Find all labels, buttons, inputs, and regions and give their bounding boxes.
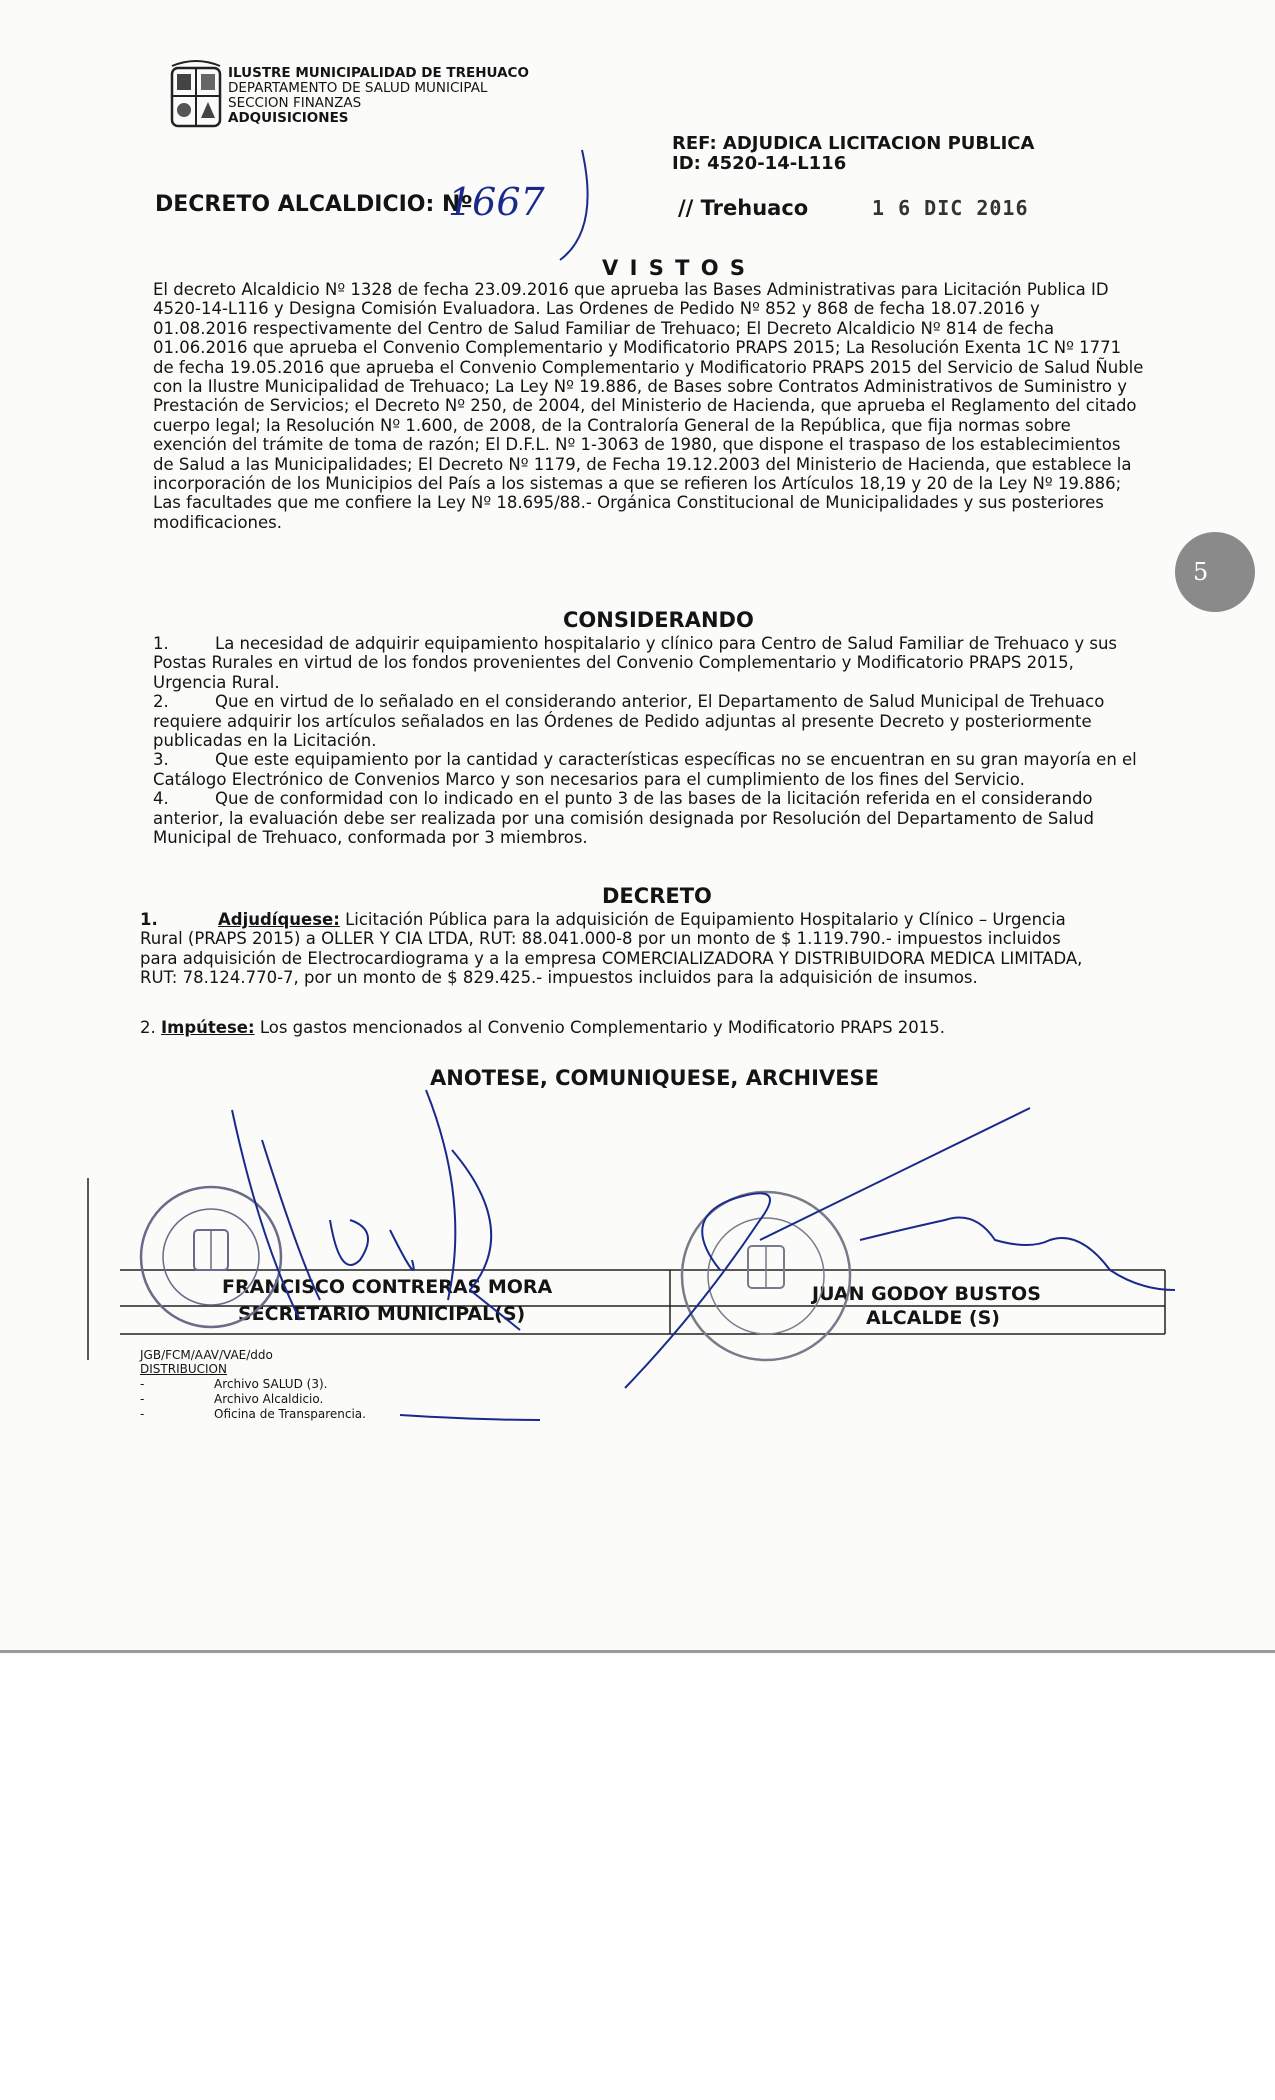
vistos-line: Las facultades que me confiere la Ley Nº 18.695/88.- Orgánica Constitucional de Municipalidades y sus posteriores	[153, 493, 1104, 513]
page-number-badge: 5	[1175, 532, 1255, 612]
decree-number-label: DECRETO ALCALDICIO: Nº	[155, 192, 473, 217]
date-stamp: 1 6 DIC 2016	[872, 196, 1029, 220]
distribution-item: - Archivo SALUD (3).	[140, 1377, 328, 1391]
distribution-label: DISTRIBUCION	[140, 1362, 227, 1376]
considerando-title: CONSIDERANDO	[563, 608, 754, 632]
vistos-line: de Salud a las Municipalidades; El Decreto Nº 1179, de Fecha 19.12.2003 del Ministerio de Hacienda, que establece la	[153, 454, 1132, 474]
institution-name: ILUSTRE MUNICIPALIDAD DE TREHUACO	[228, 65, 529, 81]
vistos-line: El decreto Alcaldicio Nº 1328 de fecha 23.09.2016 que aprueba las Bases Administrativas para Licitación Publica ID	[153, 280, 1109, 299]
decreto-title: DECRETO	[602, 884, 712, 908]
considerando-item: 3. Que este equipamiento por la cantidad y características específicas no se encuentran en su gran mayoría en el	[153, 750, 1137, 770]
considerando-line: Urgencia Rural.	[153, 672, 280, 692]
section-name: SECCION FINANZAS	[228, 95, 362, 111]
considerando-line: publicadas en la Licitación.	[153, 731, 377, 751]
decree-place: // Trehuaco	[678, 196, 809, 220]
footer-initials: JGB/FCM/AAV/VAE/ddo	[140, 1348, 273, 1362]
vistos-line: con la Ilustre Municipalidad de Trehuaco; La Ley Nº 19.886, de Bases sobre Contratos Administrativos de Suministro y	[153, 377, 1128, 397]
vistos-line: modificaciones.	[153, 512, 283, 532]
considerando-line: Postas Rurales en virtud de los fondos provenientes del Convenio Complementario y Modificatorio PRAPS 2015,	[153, 653, 1074, 673]
reference-subject: REF: ADJUDICA LICITACION PUBLICA	[672, 133, 1035, 154]
considerando-line: anterior, la evaluación debe ser realizada por una comisión designada por Resolución del Departamento de Salud	[153, 808, 1094, 828]
vistos-line: de fecha 19.05.2016 que aprueba el Convenio Complementario y Modificatorio PRAPS 2015 del Servicio de Salud Ñuble	[153, 357, 1144, 377]
signatory-right-role: ALCALDE (S)	[866, 1307, 1000, 1329]
signatory-right-name: JUAN GODOY BUSTOS	[812, 1283, 1041, 1305]
distribution-item: - Archivo Alcaldicio.	[140, 1392, 324, 1406]
vistos-line: exención del trámite de toma de razón; El D.F.L. Nº 1-3063 de 1980, que dispone el traspaso de los establecimientos	[153, 435, 1121, 455]
signatory-left-name: FRANCISCO CONTRERAS MORA	[222, 1276, 553, 1298]
decreto-item-2: 2. Impútese: Los gastos mencionados al Convenio Complementario y Modificatorio PRAPS 2015.	[140, 1018, 946, 1037]
reference-id: ID: 4520-14-L116	[672, 153, 847, 174]
vistos-line: cuerpo legal; la Resolución Nº 1.600, de 2008, de la Contraloría General de la República, que fija normas sobre	[153, 415, 1071, 435]
handwritten-decree-number: 1667	[448, 180, 545, 224]
department-name: DEPARTAMENTO DE SALUD MUNICIPAL	[228, 80, 488, 96]
considerando-item: 2. Que en virtud de lo señalado en el considerando anterior, El Departamento de Salud Municipal de Trehuaco	[153, 692, 1105, 712]
vistos-line: 4520-14-L116 y Designa Comisión Evaluadora. Las Ordenes de Pedido Nº 852 y 868 de fecha 18.07.2016 y	[153, 299, 1040, 319]
considerando-line: Municipal de Trehuaco, conformada por 3 miembros.	[153, 828, 588, 848]
closing-formula: ANOTESE, COMUNIQUESE, ARCHIVESE	[430, 1066, 880, 1090]
considerando-line: Catálogo Electrónico de Convenios Marco y son necesarios para el cumplimiento de los fines del Servicio.	[153, 769, 1025, 789]
considerando-item: 4. Que de conformidad con lo indicado en el punto 3 de las bases de la licitación referida en el considerando	[153, 789, 1093, 809]
vistos-line: Prestación de Servicios; el Decreto Nº 250, de 2004, del Ministerio de Hacienda, que aprueba el Reglamento del citado	[153, 396, 1137, 416]
vistos-line: 01.08.2016 respectivamente del Centro de Salud Familiar de Trehuaco; El Decreto Alcaldicio Nº 814 de fecha	[153, 318, 1055, 338]
considerando-item: 1. La necesidad de adquirir equipamiento hospitalario y clínico para Centro de Salud Familiar de Trehuaco y sus	[153, 634, 1117, 653]
vistos-line: 01.06.2016 que aprueba el Convenio Complementario y Modificatorio PRAPS 2015; La Resolución Exenta 1C Nº 1771	[153, 338, 1122, 358]
vistos-line: incorporación de los Municipios del País a los sistemas a que se refieren los Artículos 18,19 y 20 de la Ley Nº 19.886;	[153, 474, 1122, 494]
vistos-title: V I S T O S	[602, 256, 748, 280]
decreto-item-1: 1. Adjudíquese: Licitación Pública para la adquisición de Equipamiento Hospitalario y Clínico – Urgencia Rural (PRAPS 2015) a OLLER Y CIA LTDA, RUT: 88.041.000-8 por un monto de $ 1.119.790.- impuestos incluidos para adquisición de Electrocardiograma y a la empresa COMERCIALIZADORA Y DISTRIBUIDORA MEDICA LIMITADA, RUT: 78.124.770-7, por un monto de $ 829.425.- impuestos incluidos para la adquisición de insumos.	[140, 910, 1083, 988]
considerando-line: requiere adquirir los artículos señalados en las Órdenes de Pedido adjuntas al presente Decreto y posteriormente	[153, 711, 1092, 731]
unit-name: ADQUISICIONES	[228, 110, 349, 126]
signatory-left-role: SECRETARIO MUNICIPAL(S)	[238, 1303, 526, 1325]
distribution-item: - Oficina de Transparencia.	[140, 1407, 366, 1421]
